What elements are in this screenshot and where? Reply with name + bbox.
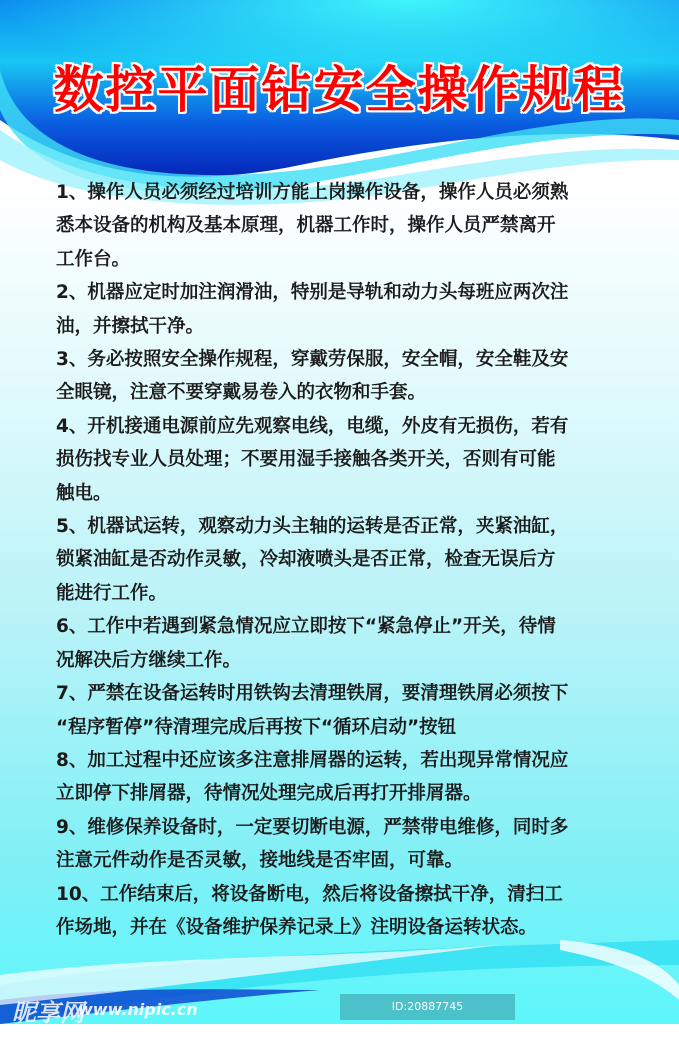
rule-line: “程序暂停”待清理完成后再按下“循环启动”按钮 — [56, 716, 457, 738]
rules-list — [56, 176, 656, 944]
rule-line: 4、开机接通电源前应先观察电线，电缆，外皮有无损伤，若有 — [56, 415, 569, 437]
rule-line: 7、严禁在设备运转时用铁钩去清理铁屑，要清理铁屑必须按下 — [56, 683, 569, 705]
watermark-url: www.nipic.cn — [78, 1000, 198, 1019]
rule-line: 3、务必按照安全操作规程，穿戴劳保服，安全帽，安全鞋及安 — [56, 349, 569, 371]
rule-line: 立即停下排屑器，待情况处理完成后再打开排屑器。 — [56, 783, 482, 805]
rule-line: 1、操作人员必须经过培训方能上岗操作设备，操作人员必须熟 — [56, 182, 569, 203]
rule-line: 损伤找专业人员处理；不要用湿手接触各类开关，否则有可能 — [56, 449, 556, 471]
rule-item — [56, 610, 656, 677]
rule-item — [56, 677, 656, 744]
rule-item — [56, 410, 656, 510]
rule-line: 注意元件动作是否灵敏，接地线是否牢固，可靠。 — [56, 850, 464, 872]
rule-line: 悉本设备的机构及基本原理，机器工作时，操作人员严禁离开 — [56, 215, 556, 237]
rule-line: 10、工作结束后，将设备断电，然后将设备擦拭干净，清扫工 — [56, 883, 563, 905]
rule-line: 5、机器试运转，观察动力头主轴的运转是否正常，夹紧油缸， — [56, 516, 569, 538]
rule-line: 锁紧油缸是否动作灵敏，冷却液喷头是否正常，检查无误后方 — [56, 549, 556, 571]
page-title: 数控平面钻安全操作规程 — [53, 61, 626, 119]
rule-item — [56, 811, 656, 878]
rule-line: 能进行工作。 — [56, 582, 168, 604]
rule-item — [56, 176, 656, 276]
watermark-id: ID:20887745 NO:20210607102604091108 — [340, 994, 515, 1020]
rule-item — [56, 744, 656, 811]
rule-line: 9、维修保养设备时，一定要切断电源，严禁带电维修，同时多 — [56, 816, 569, 838]
rule-line: 触电。 — [56, 482, 112, 504]
rule-item — [56, 510, 656, 610]
rule-line: 8、加工过程中还应该多注意排屑器的运转，若出现异常情况应 — [56, 749, 569, 771]
rule-item — [56, 343, 656, 410]
rule-item — [56, 878, 656, 945]
watermark-logo: 昵享网 — [12, 999, 84, 1027]
rule-line: 全眼镜，注意不要穿戴易卷入的衣物和手套。 — [56, 382, 427, 404]
rule-line: 况解决后方继续工作。 — [56, 649, 242, 671]
rule-line: 油，并擦拭干净。 — [56, 315, 205, 337]
rule-line: 作场地，并在《设备维护保养记录上》注明设备运转状态。 — [56, 916, 538, 938]
rule-line: 6、工作中若遇到紧急情况应立即按下“紧急停止”开关，待情 — [56, 616, 556, 638]
rule-line: 工作台。 — [56, 248, 131, 270]
rule-item — [56, 276, 656, 343]
rule-line: 2、机器应定时加注润滑油，特别是导轨和动力头每班应两次注 — [56, 282, 569, 304]
